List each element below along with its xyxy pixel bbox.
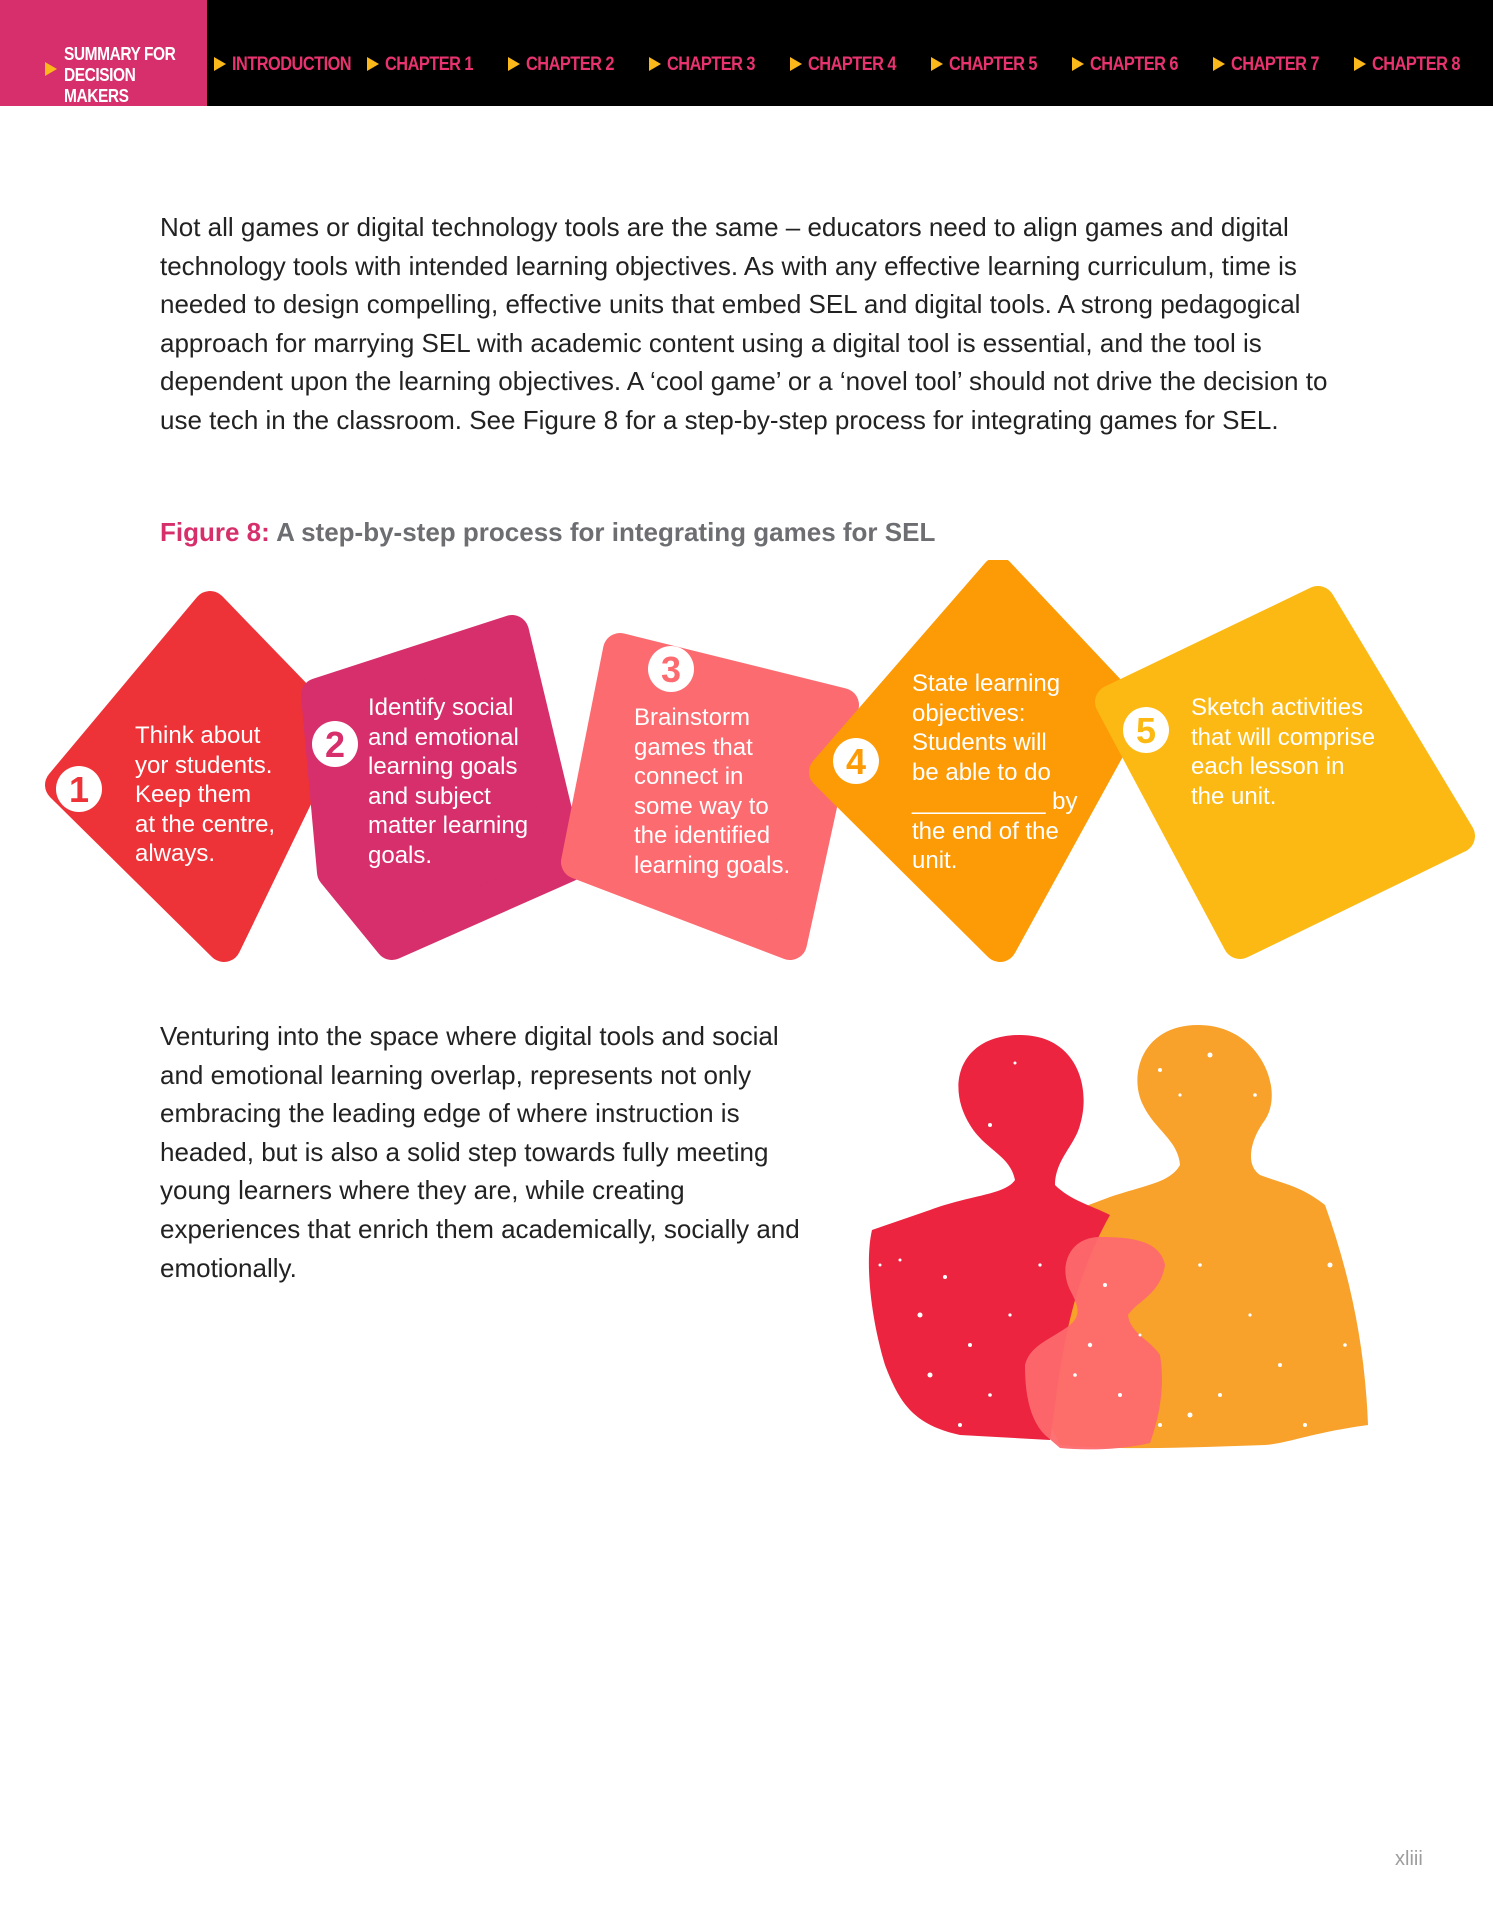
play-arrow-icon xyxy=(931,57,943,71)
nav-item-label: CHAPTER 3 xyxy=(667,54,755,75)
page-number: xliii xyxy=(1395,1848,1423,1870)
nav-item-label: CHAPTER 8 xyxy=(1372,54,1460,75)
nav-item-chapter-7[interactable] xyxy=(1213,54,1333,78)
play-arrow-icon xyxy=(508,57,520,71)
nav-item-chapter-8[interactable] xyxy=(1354,54,1474,78)
nav-item-chapter-4[interactable] xyxy=(790,54,910,78)
step-4-number: 4 xyxy=(845,741,867,782)
nav-item-chapter-3[interactable] xyxy=(649,54,769,78)
step-3-text: Brainstorm games that connect in some way to the identified learning goals. xyxy=(634,704,791,879)
step-4-number-badge xyxy=(833,738,879,784)
figure-label: Figure 8: xyxy=(160,517,270,547)
step-5-number: 5 xyxy=(1135,710,1157,751)
nav-item-chapter-6[interactable] xyxy=(1072,54,1192,78)
play-arrow-icon xyxy=(1213,57,1225,71)
nav-item-chapter-1[interactable] xyxy=(367,54,487,78)
figure-title: A step-by-step process for integrating games for SEL xyxy=(276,517,936,547)
step-5-text: Sketch activities that will comprise each lesson in the unit. xyxy=(1191,694,1376,810)
play-arrow-icon xyxy=(1072,57,1084,71)
play-arrow-icon xyxy=(367,57,379,71)
step-3-number-badge xyxy=(648,646,694,692)
nav-item-introduction[interactable] xyxy=(214,54,370,78)
figure-caption xyxy=(160,517,935,548)
step-1-number-badge xyxy=(56,766,102,812)
play-arrow-icon xyxy=(45,62,57,76)
nav-item-label: INTRODUCTION xyxy=(232,54,352,75)
step-2-number: 2 xyxy=(324,724,346,765)
step-1-number: 1 xyxy=(68,769,90,810)
step-5-number-badge xyxy=(1123,707,1169,753)
step-4-text: State learning objectives: Students will be able to do __________ by the end of the unit. xyxy=(912,670,1078,874)
play-arrow-icon xyxy=(790,57,802,71)
step-2-text: Identify social and emotional learning goals and subject matter learning goals. xyxy=(368,694,529,869)
nav-item-label: CHAPTER 6 xyxy=(1090,54,1178,75)
nav-summary-for-decision-makers[interactable] xyxy=(0,0,207,106)
step-1-text: Think about yor students. Keep them at the centre, always. xyxy=(135,722,276,867)
play-arrow-icon xyxy=(1354,57,1366,71)
nav-item-chapter-5[interactable] xyxy=(931,54,1051,78)
nav-item-label: CHAPTER 5 xyxy=(949,54,1037,75)
nav-item-chapter-2[interactable] xyxy=(508,54,628,78)
step-process-diagram xyxy=(0,560,1493,980)
nav-item-label: CHAPTER 7 xyxy=(1231,54,1319,75)
top-navigation-bar xyxy=(0,0,1493,106)
nav-item-label: CHAPTER 1 xyxy=(385,54,473,75)
outro-paragraph: Venturing into the space where digital tools and social and emotional learning overlap, represents not only embracing the leading edge of where instruction is headed, but is also a solid step towards fully meeting young learners where they are, while creating experiences that enrich them academically, socially and emotionally. xyxy=(160,1021,800,1283)
step-3-number: 3 xyxy=(660,649,682,690)
play-arrow-icon xyxy=(214,57,226,71)
play-arrow-icon xyxy=(649,57,661,71)
nav-summary-label: SUMMARY FOR DECISION MAKERS xyxy=(64,44,176,106)
intro-paragraph: Not all games or digital technology tools are the same – educators need to align games and digital technology tools with intended learning objectives. As with any effective learning curriculum, time is needed to design compelling, effective units that embed SEL and digital tools. A strong pedagogical approach for marrying SEL with academic content using a digital tool is essential, and the tool is dependent upon the learning objectives. A ‘cool game’ or a ‘novel tool’ should not drive the decision to use tech in the classroom. See Figure 8 for a step-by-step process for integrating games for SEL. xyxy=(160,212,1328,435)
nav-item-label: CHAPTER 2 xyxy=(526,54,614,75)
people-family-icon xyxy=(860,1015,1380,1455)
nav-item-label: CHAPTER 4 xyxy=(808,54,896,75)
step-2-number-badge xyxy=(312,721,358,767)
